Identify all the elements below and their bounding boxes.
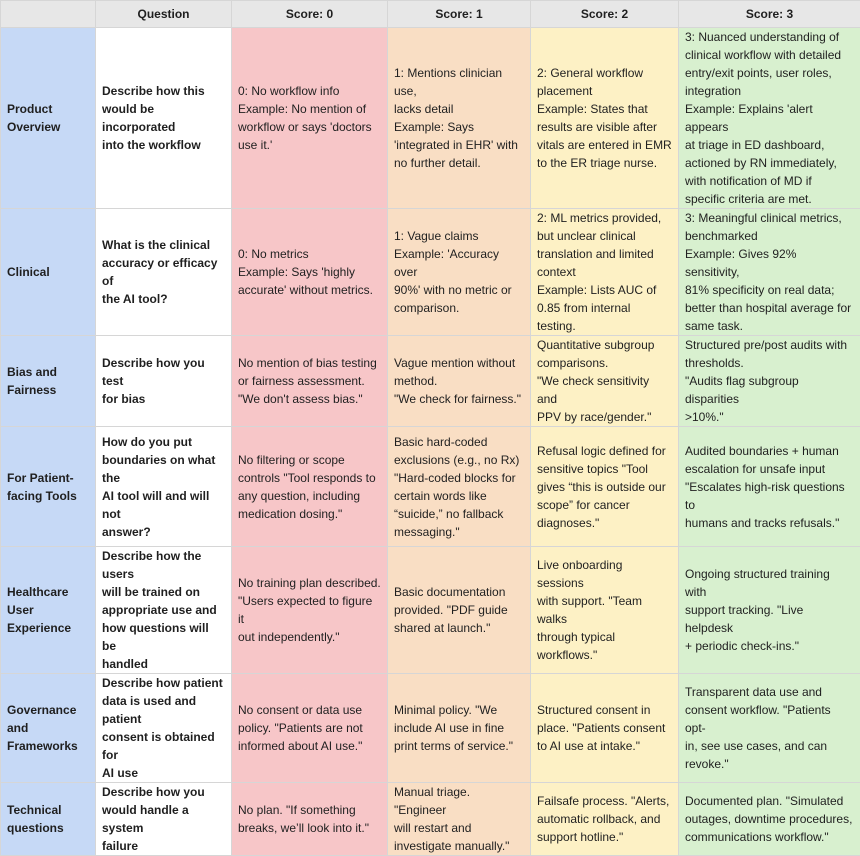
question-cell: Describe how the users will be trained on appropriate use and how questions will be handled xyxy=(96,547,232,674)
score-0-cell: 0: No workflow info Example: No mention of workflow or says 'doctors use it.' xyxy=(232,28,388,209)
header-category xyxy=(1,1,96,28)
score-2-cell: Live onboarding sessions with support. "Team walks through typical workflows." xyxy=(531,547,679,674)
score-3-cell: Documented plan. "Simulated outages, downtime procedures, communications workflow." xyxy=(679,783,860,856)
category-cell: Healthcare User Experience xyxy=(1,547,96,674)
header-score-0: Score: 0 xyxy=(232,1,388,28)
score-1-cell: Minimal policy. "We include AI use in fine print terms of service." xyxy=(388,674,531,783)
score-3-cell: 3: Nuanced understanding of clinical workflow with detailed entry/exit points, user roles, integration Example: Explains 'alert appears at triage in ED dashboard, actioned by RN immediately, with notification of MD if specific criteria are met. xyxy=(679,28,860,209)
question-cell: Describe how you test for bias xyxy=(96,336,232,427)
score-2-cell: Structured consent in place. "Patients consent to AI use at intake." xyxy=(531,674,679,783)
question-cell: Describe how patient data is used and patient consent is obtained for AI use xyxy=(96,674,232,783)
table-row-bias-and-fairness xyxy=(1,336,860,427)
score-3-cell: 3: Meaningful clinical metrics, benchmarked Example: Gives 92% sensitivity, 81% specificity on real data; better than hospital average for same task. xyxy=(679,209,860,336)
header-score-2: Score: 2 xyxy=(531,1,679,28)
score-2-cell: Failsafe process. "Alerts, automatic rollback, and support hotline." xyxy=(531,783,679,856)
score-0-cell: No consent or data use policy. "Patients are not informed about AI use." xyxy=(232,674,388,783)
category-cell: For Patient- facing Tools xyxy=(1,427,96,547)
score-2-cell: 2: General workflow placement Example: States that results are visible after vitals are entered in EMR to the ER triage nurse. xyxy=(531,28,679,209)
score-0-cell: No plan. "If something breaks, we’ll look into it." xyxy=(232,783,388,856)
score-1-cell: 1: Vague claims Example: 'Accuracy over 90%' with no metric or comparison. xyxy=(388,209,531,336)
header-score-3: Score: 3 xyxy=(679,1,860,28)
score-1-cell: Basic hard-coded exclusions (e.g., no Rx) "Hard-coded blocks for certain words like “suicide,” no fallback messaging." xyxy=(388,427,531,547)
table-row-patient-facing-tools xyxy=(1,427,860,547)
score-1-cell: Basic documentation provided. "PDF guide shared at launch." xyxy=(388,547,531,674)
header-row xyxy=(1,1,860,28)
score-3-cell: Structured pre/post audits with thresholds. "Audits flag subgroup disparities >10%." xyxy=(679,336,860,427)
table-row-product-overview xyxy=(1,28,860,209)
score-3-cell: Audited boundaries + human escalation for unsafe input "Escalates high-risk questions to humans and tracks refusals." xyxy=(679,427,860,547)
category-cell: Product Overview xyxy=(1,28,96,209)
table-row-clinical xyxy=(1,209,860,336)
question-cell: What is the clinical accuracy or efficacy of the AI tool? xyxy=(96,209,232,336)
header-score-1: Score: 1 xyxy=(388,1,531,28)
score-3-cell: Transparent data use and consent workflow. "Patients opt- in, see use cases, and can revoke." xyxy=(679,674,860,783)
table-header xyxy=(1,1,860,28)
score-1-cell: Manual triage. "Engineer will restart and investigate manually." xyxy=(388,783,531,856)
score-1-cell: 1: Mentions clinician use, lacks detail Example: Says 'integrated in EHR' with no further detail. xyxy=(388,28,531,209)
table-row-technical-questions xyxy=(1,783,860,856)
score-0-cell: 0: No metrics Example: Says 'highly accurate' without metrics. xyxy=(232,209,388,336)
header-question: Question xyxy=(96,1,232,28)
score-2-cell: Quantitative subgroup comparisons. "We check sensitivity and PPV by race/gender." xyxy=(531,336,679,427)
category-cell: Clinical xyxy=(1,209,96,336)
score-1-cell: Vague mention without method. "We check for fairness." xyxy=(388,336,531,427)
category-cell: Governance and Frameworks xyxy=(1,674,96,783)
table-row-healthcare-user-experience xyxy=(1,547,860,674)
question-cell: Describe how you would handle a system failure xyxy=(96,783,232,856)
table-row-governance-and-frameworks xyxy=(1,674,860,783)
score-3-cell: Ongoing structured training with support tracking. "Live helpdesk + periodic check-ins." xyxy=(679,547,860,674)
score-0-cell: No training plan described. "Users expected to figure it out independently." xyxy=(232,547,388,674)
score-0-cell: No mention of bias testing or fairness assessment. "We don't assess bias." xyxy=(232,336,388,427)
score-0-cell: No filtering or scope controls "Tool responds to any question, including medication dosing." xyxy=(232,427,388,547)
score-2-cell: Refusal logic defined for sensitive topics "Tool gives “this is outside our scope” for cancer diagnoses." xyxy=(531,427,679,547)
table-body xyxy=(1,28,860,856)
question-cell: Describe how this would be incorporated into the workflow xyxy=(96,28,232,209)
question-cell: How do you put boundaries on what the AI tool will and will not answer? xyxy=(96,427,232,547)
category-cell: Bias and Fairness xyxy=(1,336,96,427)
category-cell: Technical questions xyxy=(1,783,96,856)
score-2-cell: 2: ML metrics provided, but unclear clinical translation and limited context Example: Lists AUC of 0.85 from internal testing. xyxy=(531,209,679,336)
